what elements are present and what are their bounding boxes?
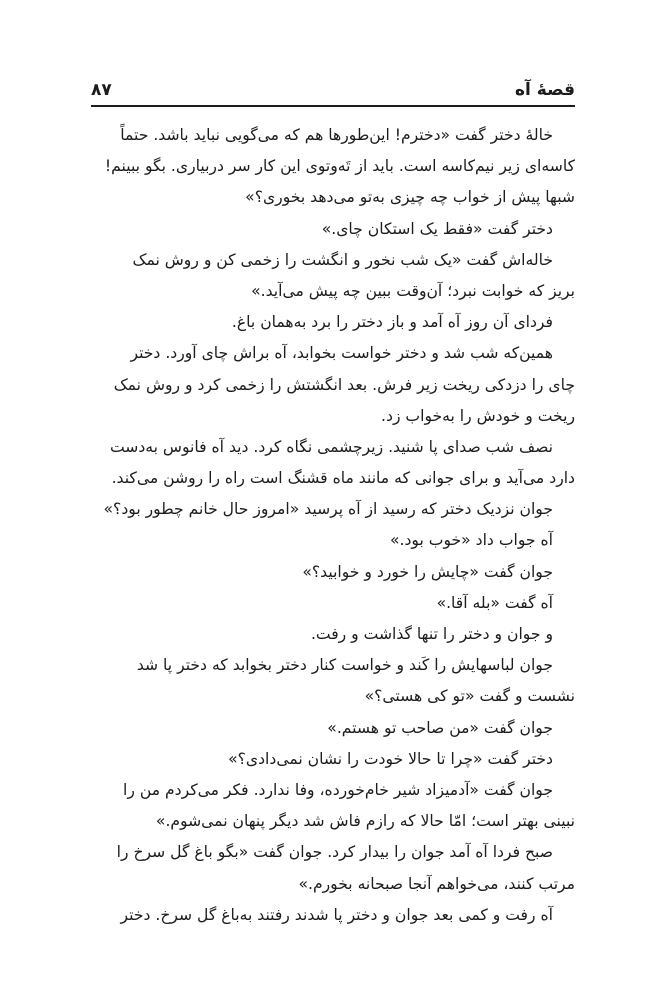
text-line: فردای آن روز آه آمد و باز دختر را برد به‌همان باغ. bbox=[231, 313, 553, 332]
text-line: شبها پیش از خواب چه چیزی به‌تو می‌دهد بخوری؟» bbox=[245, 188, 575, 207]
text-line: کاسه‌ای زیر نیم‌کاسه است. باید از تَه‌وتوی این کار سر دربیاری. بگو ببینم! bbox=[104, 157, 575, 176]
text-line: آه گفت «بله آقا.» bbox=[436, 593, 553, 612]
chapter-title: قصهٔ آه bbox=[515, 80, 575, 100]
text-line: جوان نزدیک دختر که رسید از آه پرسید «امروز حال خانم چطور بود؟» bbox=[103, 500, 553, 519]
text-line: دختر گفت «فقط یک استکان چای.» bbox=[321, 219, 553, 238]
text-line: ریخت و خودش را به‌خواب زد. bbox=[381, 406, 575, 425]
text-line: جوان گفت «من صاحب تو هستم.» bbox=[327, 718, 553, 737]
text-line: مرتب کنند، می‌خواهم آنجا صبحانه بخورم.» bbox=[298, 874, 575, 893]
text-line: دارد می‌آید و برای جوانی که مانند ماه قشنگ است راه را روشن می‌کند. bbox=[111, 469, 575, 488]
text-line: نبینی بهتر است؛ امّا حالا که رازم فاش شد دیگر پنهان نمی‌شوم.» bbox=[155, 812, 575, 831]
page-number: ۸۷ bbox=[91, 80, 112, 100]
text-line: جوان لباسهایش را کَند و خواست کنار دختر بخوابد که دختر پا شد bbox=[136, 656, 553, 675]
text-line: آه جواب داد «خوب بود.» bbox=[389, 531, 553, 550]
text-line: و جوان و دختر را تنها گذاشت و رفت. bbox=[310, 625, 553, 643]
text-line: دختر گفت «چرا تا حالا خودت را نشان نمی‌دادی؟» bbox=[228, 749, 553, 768]
text-line: نشست و گفت «تو کی هستی؟» bbox=[364, 687, 575, 706]
text-line: صبح فردا آه آمد جوان را بیدار کرد. جوان گفت «بگو باغ گل سرخ را bbox=[116, 843, 553, 862]
text-line: آه رفت و کمی بعد جوان و دختر پا شدند رفتند به‌باغ گل سرخ. دختر bbox=[120, 905, 553, 924]
running-header bbox=[91, 76, 575, 104]
body-text bbox=[91, 120, 575, 931]
text-line: جوان گفت «آدمیزاد شیر خام‌خورده، وفا ندارد. فکر می‌کردم من را bbox=[123, 780, 553, 799]
text-line: خالهٔ دختر گفت «دخترم! این‌طورها هم که می‌گویی نباید باشد. حتماً bbox=[120, 126, 553, 144]
text-line: همین‌که شب شد و دختر خواست بخوابد، آه براش چای آورد. دختر bbox=[130, 344, 553, 363]
header-rule bbox=[91, 105, 575, 107]
text-line: چای را دزدکی ریخت زیر فرش. بعد انگشتش را زخمی کرد و روش نمک bbox=[113, 375, 575, 394]
text-line: بریز که خوابت نبرد؛ آن‌وقت ببین چه پیش می‌آید.» bbox=[251, 281, 575, 300]
text-line: خاله‌اش گفت «یک شب نخور و انگشت را زخمی کن و روش نمک bbox=[132, 250, 553, 269]
text-line: نصف شب صدای پا شنید. زیرچشمی نگاه کرد. دید آه فانوس به‌دست bbox=[109, 437, 553, 456]
text-line: جوان گفت «چایش را خورد و خوابید؟» bbox=[302, 562, 553, 581]
